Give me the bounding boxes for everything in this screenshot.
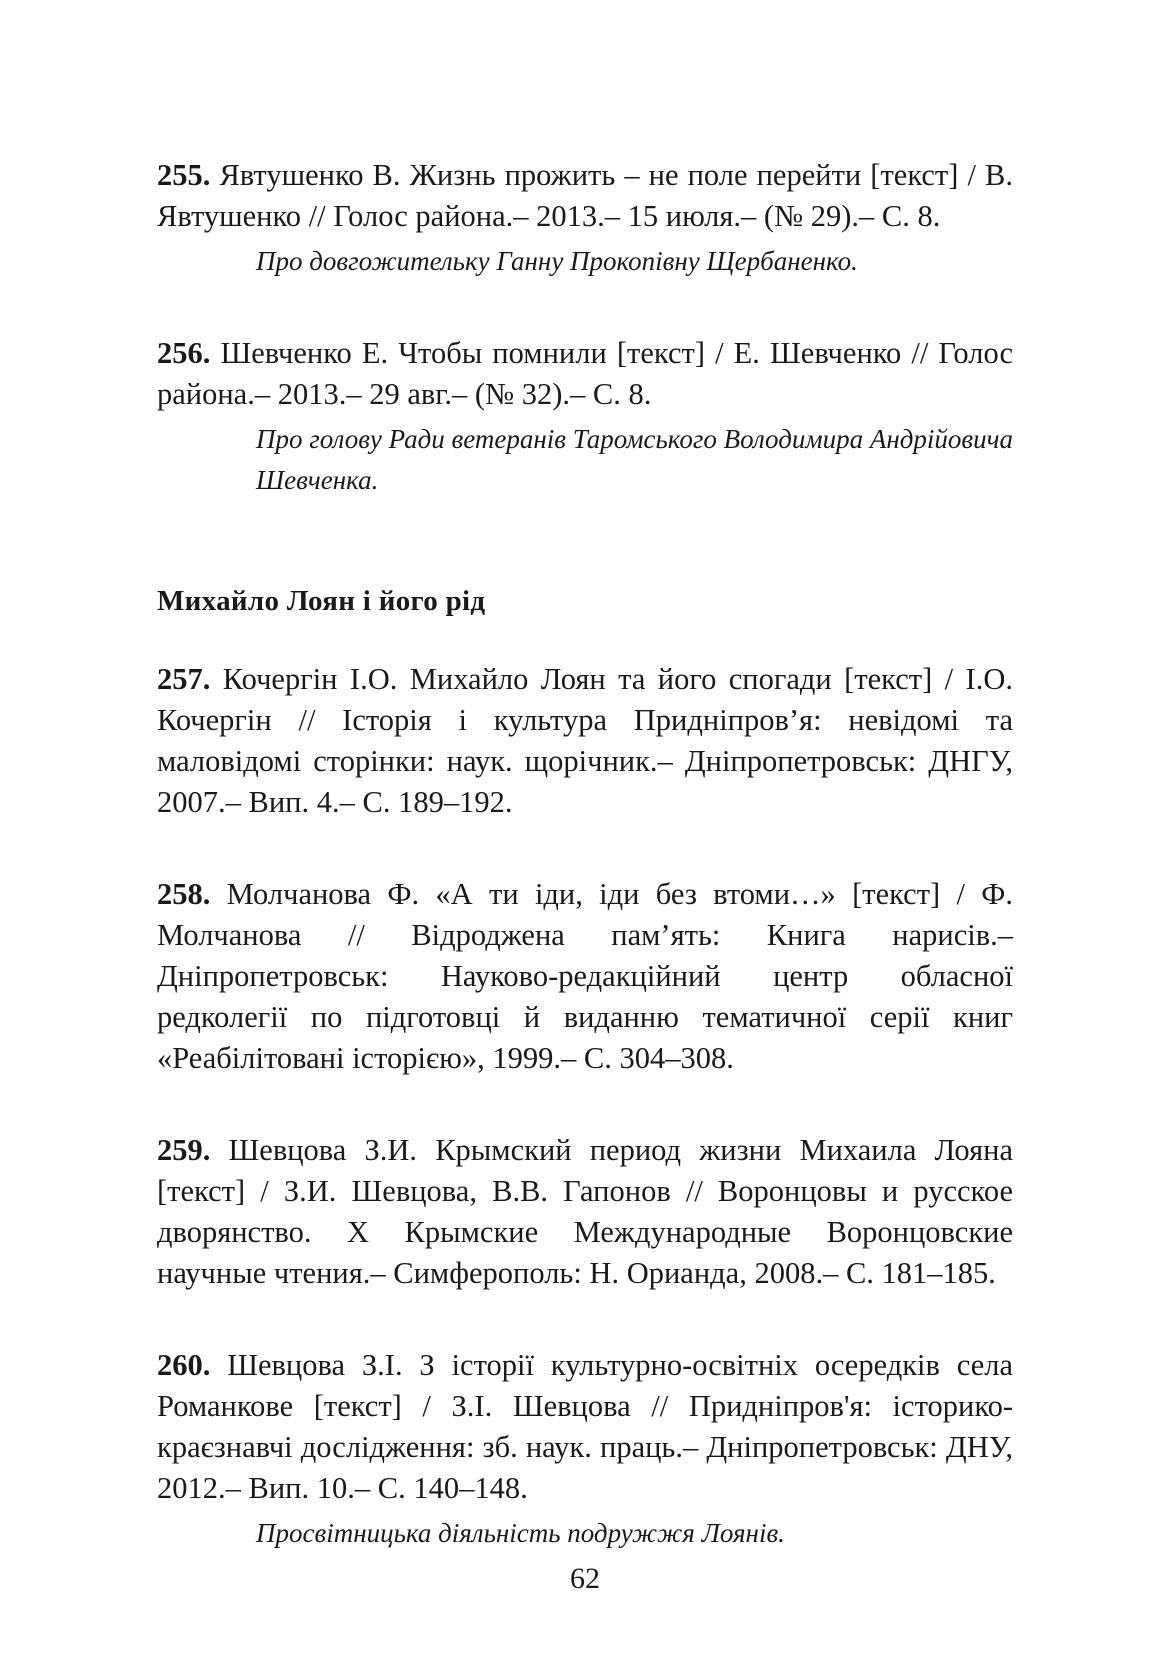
entry-number: 260. [157,1348,211,1382]
entry-text [157,1130,1013,1294]
entry-number: 259. [157,1133,211,1167]
entry-text [157,1345,1013,1509]
entry-text [157,874,1013,1079]
entry-citation: Кочергін І.О. Михайло Лоян та його спогади [текст] / І.О. Кочергін // Історія і культура Придніпров’я: невідомі та маловідомі сторінки: наук. щорічник.– Дніпропетровськ: ДНГУ, 2007.– Вип. 4.– С. 189–192. [157,662,1013,819]
bibliography-entry [157,155,1013,282]
bibliography-column [157,155,1013,1554]
entry-number: 257. [157,662,211,696]
entry-text [157,659,1013,823]
entry-annotation: Про голову Ради ветеранів Таромського Володимира Андрійовича Шевченка. [256,424,1013,495]
bibliography-entry [157,1130,1013,1294]
entry-number: 258. [157,877,211,911]
section-heading: Михайло Лоян і його рід [157,585,486,617]
entry-citation: Явтушенко В. Жизнь прожить – не поле перейти [текст] / В. Явтушенко // Голос района.– 2013.– 15 июля.– (№ 29).– С. 8. [157,158,1013,233]
entry-number: 255. [157,158,211,192]
entry-annotation: Просвітницька діяльність подружжя Лоянів. [256,1518,785,1548]
entry-number: 256. [157,336,211,370]
entry-citation: Шевцова З.И. Крымский период жизни Михаила Лояна [текст] / З.И. Шевцова, В.В. Гапонов // Воронцовы и русское дворянство. Х Крымские Международные Воронцовские научные чтения.– Симферополь: Н. Орианда, 2008.– С. 181–185. [157,1133,1013,1290]
bibliography-entry [157,333,1013,501]
entry-citation: Молчанова Ф. «А ти іди, іди без втоми…» [текст] / Ф. Молчанова // Відроджена пам’ять: Книга нарисів.– Дніпропетровськ: Науково-редакційний центр обласної редколегії по підготовці й виданню тематичної серії книг «Реабілітовані історією», 1999.– С. 304–308. [157,877,1013,1075]
entry-citation: Шевченко Е. Чтобы помнили [текст] / Е. Шевченко // Голос района.– 2013.– 29 авг.– (№ 32).– С. 8. [157,336,1013,411]
entry-citation: Шевцова З.І. З історії культурно-освітніх осередків села Романкове [текст] / З.І. Шевцова // Придніпров'я: історико-краєзнавчі дослідження: зб. наук. праць.– Дніпропетровськ: ДНУ, 2012.– Вип. 10.– С. 140–148. [157,1348,1013,1505]
page-number: 62 [570,1562,600,1595]
bibliography-entry [157,874,1013,1079]
entry-annotation: Про довгожительку Ганну Прокопівну Щербаненко. [256,246,858,276]
entry-text [157,333,1013,415]
entry-text [157,155,1013,237]
bibliography-entry [157,659,1013,823]
bibliography-entry [157,1345,1013,1554]
